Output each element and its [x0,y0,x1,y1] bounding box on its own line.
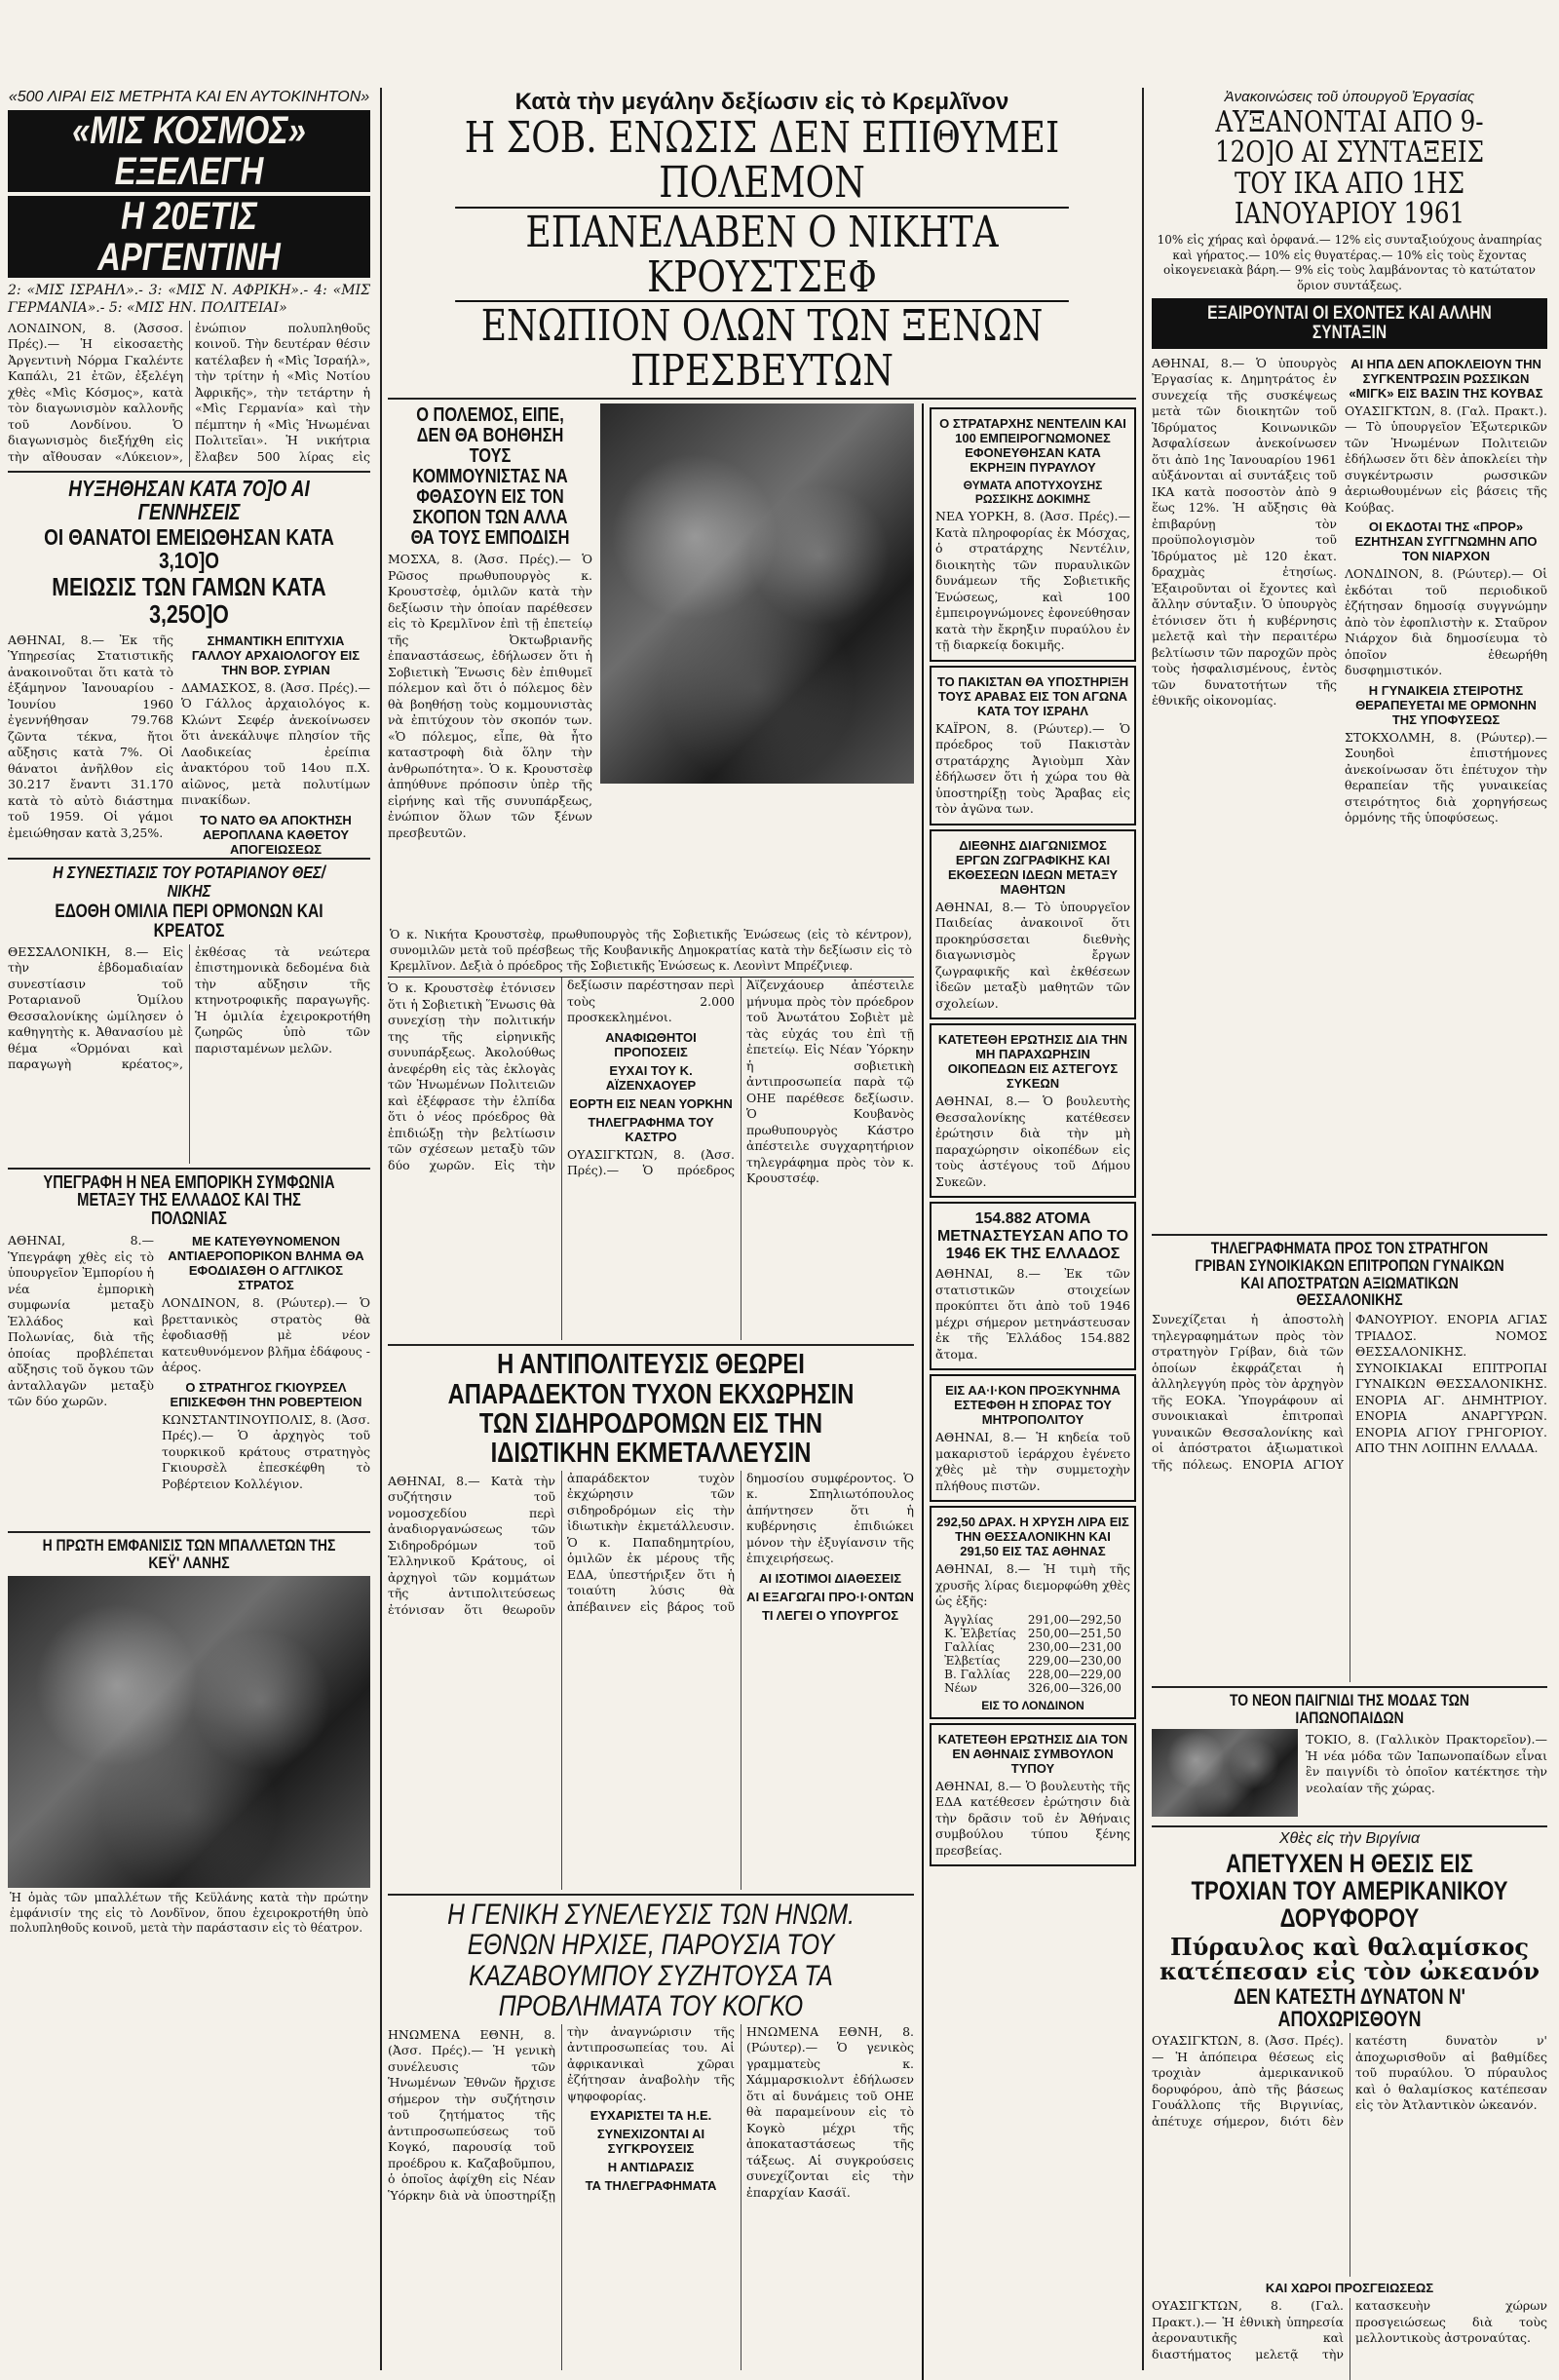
right-box-niarchos-title: ΟΙ ΕΚΔΟΤΑΙ ΤΗΣ «ΠΡΟΡ» ΕΖΗΤΗΣΑΝ ΣΥΓΓΝΩΜΗΝ ΑΠΟ ΤΟΝ ΝΙΑΡΧΟΝ [1354,519,1538,564]
gold-price: 326,00—326,00 [1027,1680,1122,1695]
center-sub-thanks: ΕΥΧΑΡΙΣΤΕΙ ΤΑ Η.Ε. [589,2108,712,2124]
left-box-archaeology-title: ΣΗΜΑΝΤΙΚΗ ΕΠΙΤΥΧΙΑ ΓΑΛΛΟΥ ΑΡΧΑΙΟΛΟΓΟΥ ΕΙΣ ΤΗΝ ΒΟΡ. ΣΥΡΙΑΝ [191,633,361,677]
left-box-nato-title: ΤΟ ΝΑΤΟ ΘΑ ΑΠΟΚΤΗΣΗ ΑΕΡΟΠΛΑΝΑ ΚΑΘΕΤΟΥ ΑΠΟΓΕΙΩΣΕΩΣ [200,812,352,854]
table-row [938,1627,1127,1640]
ballet-photo [8,1576,370,1888]
right-headline-ocean: Πύραυλος καὶ θαλαμίσκος κατέπεσαν εἰς τὸν ὠκεανόν [1159,1932,1540,1986]
right-box-niarchos-text: ΛΟΝΔΙΝΟΝ, 8. (Ρώυτερ).— Οἱ ἐκδόται τοῦ περιοδικοῦ ἐζήτησαν δημοσίᾳ συγγνώμην ἀπὸ τὸν ἐφοπλιστὴν κ. Σταῦρον Νιάρχον διὰ δημοσίευμα τὸ ὁποῖον ἐθεωρήθη δυσφημιστικόν. [1345,566,1547,678]
left-headline-miss-world: «ΜΙΣ ΚΟΣΜΟΣ» ΕΞΕΛΕΓΗ [72,108,306,193]
left-story-statistics: ΑΘΗΝΑΙ, 8.— Ἐκ τῆς Ὑπηρεσίας Στατιστικῆς ἀνακοινοῦται ὅτι κατὰ τὸ ἑξάμηνον Ἰανουαρίου - Ἰουνίου 1960 ἐγεννήθησαν 79.768 ζῶντα τέκνα, ἤτοι αὔξησις κατὰ 7%. Οἱ θάνατοι ἀνῆλθον εἰς 30.217 ἔναντι 31.170 κατὰ τὸ αὐτὸ διάστημα τοῦ 1959. Οἱ γάμοι ἐμειώθησαν κατὰ 3,25%. [8,632,173,840]
center-box-sykies-title: ΚΑΤΕΤΕΘΗ ΕΡΩΤΗΣΙΣ ΔΙΑ ΤΗΝ ΜΗ ΠΑΡΑΧΩΡΗΣΙΝ ΟΙΚΟΠΕΔΩΝ ΕΙΣ ΑΣΤΕΓΟΥΣ ΣΥΚΕΩΝ [937,1032,1128,1092]
right-headline-toy: ΤΟ ΝΕΟΝ ΠΑΙΓΝΙΔΙ ΤΗΣ ΜΟΔΑΣ ΤΩΝ ΙΑΠΩΝΟΠΑΙΔΩΝ [1230,1691,1469,1728]
center-headline-khrushchev: ΕΠΑΝΕΛΑΒΕΝ Ο ΝΙΚΗΤΑ ΚΡΟΥΣΤΣΕΦ [455,211,1069,302]
table-row [938,1640,1127,1654]
table-row [938,1613,1127,1627]
center-column [384,0,1140,2380]
right-story-satellite: ΟΥΑΣΙΓΚΤΩΝ, 8. (Ἀσσ. Πρές).— Ἡ ἀπόπειρα θέσεως εἰς τροχιὰν ἀμερικανικοῦ δορυφόρου, ἀπὸ τῆς βάσεως Γουάλλοπς τῆς Βιργινίας, ἀπέτυχε σήμερον, διότι δὲν κατέστη δυνατὸν ν' ἀποχωρισθοῦν αἱ βαθμίδες τοῦ πυραύλου. Ὁ πύραυλος καὶ ὁ θαλαμίσκος κατέπεσαν εἰς τὸν Ἀτλαντικὸν ὠκεανόν. [1152,2033,1547,2129]
gold-type: Ἐλβετίας [944,1653,1001,1668]
center-story-congo: ΗΝΩΜΕΝΑ ΕΘΝΗ, 8. (Ρώυτερ).— Ὁ γενικὸς γραμματεὺς κ. Χάμμαρσκιολντ ἐδήλωσεν ὅτι αἱ δυνάμεις τοῦ ΟΗΕ θὰ παραμείνουν εἰς τὸ Κογκὸ μέχρι τῆς ἀποκαταστάσεως τῆς τάξεως. Αἱ συγκρούσεις συνεχίζονται εἰς τὴν ἐπαρχίαν Κασάϊ. [746,2023,914,2200]
center-box-metropolitan-title: ΕΙΣ ΑΑ·Ι·ΚΟΝ ΠΡΟΞΚΥΝΗΜΑ ΕΣΤΕΦΘΗ Η ΣΠΟΡΑΣ ΤΟΥ ΜΗΤΡΟΠΟΛΙΤΟΥ [945,1383,1121,1428]
center-box-nedelin-sub: ΘΥΜΑΤΑ ΑΠΟΤΥΧΟΥΣΗΣ ΡΩΣΣΙΚΗΣ ΔΟΚΙΜΗΣ [963,479,1103,507]
right-headline-satellite: ΑΠΕΤΥΧΕΝ Η ΘΕΣΙΣ ΕΙΣ ΤΡΟΧΙΑΝ ΤΟΥ ΑΜΕΡΙΚΑΝΙΚΟΥ ΔΟΡΥΦΟΡΟΥ [1191,1848,1508,1934]
left-box-missile-title: ΜΕ ΚΑΤΕΥΘΥΝΟΜΕΝΟΝ ΑΝΤΙΑΕΡΟΠΟΡΙΚΟΝ ΒΛΗΜΑ ΘΑ ΕΦΟΔΙΑΣΘΗ Ο ΑΓΓΛΙΚΟΣ ΣΤΡΑΤΟΣ [168,1234,364,1293]
left-box-archaeology-text: ΔΑΜΑΣΚΟΣ, 8. (Ἀσσ. Πρές).— Ὁ Γάλλος ἀρχαιολόγος κ. Κλώντ Σεφέρ ἀνεκοίνωσεν ὅτι ἀνεκάλυψε πλησίον τῆς Λαοδικείας ἐρείπια ἀνακτόρου τοῦ 14ου π.Χ. αἰῶνος, μετὰ πολυτίμων πινακίδων. [181,679,370,808]
right-headline-separation: ΔΕΝ ΚΑΤΕΣΤΗ ΔΥΝΑΤΟΝ Ν' ΑΠΟΧΩΡΙΣΘΟΥΝ [1234,1984,1465,2032]
center-box-gold-title: 292,50 ΔΡΑΧ. Η ΧΡΥΣΗ ΛΙΡΑ ΕΙΣ ΤΗΝ ΘΕΣΣΑΛΟΝΙΚΗΝ ΚΑΙ 291,50 ΕΙΣ ΤΑΣ ΑΘΗΝΑΣ [936,1515,1129,1559]
center-sub-castro: ΤΗΛΕΓΡΑΦΗΜΑ ΤΟΥ ΚΑΣΤΡΟ [588,1114,714,1144]
center-sub-exports: ΑΙ ΕΞΑΓΩΓΑΙ ΠΡΟ·Ι·ΟΝΤΩΝ [746,1589,914,1604]
center-story-un: ΗΝΩΜΕΝΑ ΕΘΝΗ, 8. (Ἀσσ. Πρές).— Ἡ γενικὴ συνέλευσις τῶν Ἡνωμένων Ἐθνῶν ἤρχισε σήμερον τὴν συζήτησιν τοῦ ζητήματος τῆς ἀντιπροσωπεύσεως τοῦ Κογκό, παρουσίᾳ τοῦ προέδρου κ. Καζαβοῦμπου, ὁ ὁποῖος ἀφίχθη εἰς Νέαν Ὑόρκην διὰ νὰ ὑποστηρίξῃ τὴν ἀναγνώρισιν τῆς ἀντιπροσωπείας του. Αἱ ἀφρικανικαὶ χῶραι ἐζήτησαν ἀναβολὴν τῆς ψηφοφορίας. [388,2023,735,2203]
left-story-rotary: ΘΕΣΣΑΛΟΝΙΚΗ, 8.— Εἰς τὴν ἑβδομαδιαίαν συνεστίασιν τοῦ Ροταριανοῦ Ὁμίλου Θεσσαλονίκης ὡμίλησεν ὁ καθηγητὴς κ. Ἀθανασίου μὲ θέμα «Ὁρμόναι καὶ παραγωγὴ κρέατος», ἐκθέσας τὰ νεώτερα ἐπιστημονικὰ δεδομένα διὰ τὴν αὔξησιν τῆς κτηνοτροφικῆς παραγωγῆς. Ἡ ὁμιλία ἐχειροκροτήθη ζωηρῶς ὑπὸ τῶν παρισταμένων μελῶν. [8,943,370,1072]
center-box-nedelin-text: ΝΕΑ ΥΟΡΚΗ, 8. (Ἀσσ. Πρές).— Κατὰ πληροφορίας ἐκ Μόσχας, ὁ στρατάρχης Νεντέλιν, διοικητὴς τῶν πυραυλικῶν δυνάμεων τῆς Σοβιετικῆς Ἑνώσεως, καὶ 100 ἐμπειρογνώμονες ἐφονεύθησαν κατὰ τὴν ἔκρηξιν πυραύλου ἐν τῇ διαρκείᾳ δοκιμῆς. [935,509,1130,653]
gold-type: Νέων [944,1680,977,1695]
right-lead-ika: 10% εἰς χήρας καὶ ὀρφανά.— 12% εἰς συνταξιούχους ἀναπηρίας καὶ γήρατος.— 10% εἰς θυγατέρας.— 10% εἰς τοὺς ἔχοντας οἰκογενειακὰ βάρη.— 9% εἰς τοὺς λαμβάνοντας τὸ κατώτατον ὅριον συντάξεως. [1157,232,1542,293]
right-box-mig-title: ΑΙ ΗΠΑ ΔΕΝ ΑΠΟΚΛΕΙΟΥΝ ΤΗΝ ΣΥΓΚΕΝΤΡΩΣΙΝ ΡΩΣΣΙΚΩΝ «ΜΙΓΚ» ΕΙΣ ΒΑΣΙΝ ΤΗΣ ΚΟΥΒΑΣ [1349,356,1543,401]
center-box-pakistan-text: ΚΑΪΡΟΝ, 8. (Ρώυτερ).— Ὁ πρόεδρος τοῦ Πακιστὰν στρατάρχης Ἀγιοὺμπ Χὰν ἐδήλωσεν ὅτι ἡ χώρα του θὰ ὑποστηρίξῃ τοὺς Ἄραβας εἰς τὸν ἀγῶνα των. [935,720,1130,817]
right-box-hormone-text: ΣΤΟΚΧΟΛΜΗ, 8. (Ρώυτερ).— Σουηδοὶ ἐπιστήμονες ἀνεκοίνωσαν ὅτι ἐπέτυχον τὴν θεραπείαν τῆς γυναικείας στειρότητος διὰ χορηγήσεως ὁρμόνης τῆς ὑποφύσεως. [1345,729,1547,825]
left-story-poland: ΑΘΗΝΑΙ, 8.— Ὑπεγράφη χθὲς εἰς τὸ ὑπουργεῖον Ἐμπορίου ἡ νέα ἐμπορικὴ συμφωνία μεταξὺ Ἑλλάδος καὶ Πολωνίας, διὰ τῆς ὁποίας προβλέπεται αὔξησις τοῦ ὄγκου τῶν ἀνταλλαγῶν μεταξὺ τῶν δύο χωρῶν. [8,1233,154,1409]
center-headline-ambassadors: ΕΝΩΠΙΟΝ ΟΛΩΝ ΤΩΝ ΞΕΝΩΝ ΠΡΕΣΒΕΥΤΩΝ [480,300,1044,397]
gold-price: 228,00—229,00 [1027,1667,1122,1681]
left-headline-ballet: Η ΠΡΩΤΗ ΕΜΦΑΝΙΣΙΣ ΤΩΝ ΜΠΑΛΛΕΤΩΝ ΤΗΣ ΚΕΫ' ΛΑΝΗΣ [42,1536,336,1573]
right-headline-ika: ΑΥΞΑΝΟΝΤΑΙ ΑΠΟ 9-12Ο]Ο ΑΙ ΣΥΝΤΑΞΕΙΣ ΤΟΥ ΙΚΑ ΑΠΟ 1ΗΣ ΙΑΝΟΥΑΡΙΟΥ 1961 [1214,104,1485,232]
center-headline-railways: Η ΑΝΤΙΠΟΛΙΤΕΥΣΙΣ ΘΕΩΡΕΙ ΑΠΑΡΑΔΕΚΤΟΝ ΤΥΧΟΝ ΕΚΧΩΡΗΣΙΝ ΤΩΝ ΣΙΔΗΡΟΔΡΟΜΩΝ ΕΙΣ ΤΗΝ ΙΔΙΩΤΙΚΗΝ ΕΚΜΕΤΑΛΛΕΥΣΙΝ [447,1349,855,1470]
left-headline-poland-agreement: ΥΠΕΓΡΑΦΗ Η ΝΕΑ ΕΜΠΟΡΙΚΗ ΣΥΜΦΩΝΙΑ ΜΕΤΑΞΥ ΤΗΣ ΕΛΛΑΔΟΣ ΚΑΙ ΤΗΣ ΠΟΛΩΝΙΑΣ [43,1171,335,1229]
gold-price: 250,00—251,50 [1027,1626,1122,1640]
center-box-nedelin-title: Ο ΣΤΡΑΤΑΡΧΗΣ ΝΕΝΤΕΛΙΝ ΚΑΙ 100 ΕΜΠΕΙΡΟΓΝΩΜΟΝΕΣ ΕΦΟΝΕΥΘΗΣΑΝ ΚΑΤΑ ΕΚΡΗΞΙΝ ΠΥΡΑΥΛΟΥ [939,416,1126,476]
center-box-contest-title: ΔΙΕΘΝΗΣ ΔΙΑΓΩΝΙΣΜΟΣ ΕΡΓΩΝ ΖΩΓΡΑΦΙΚΗΣ ΚΑΙ ΕΚΘΕΣΕΩΝ ΙΔΕΩΝ ΜΕΤΑΞΥ ΜΑΘΗΤΩΝ [947,837,1119,897]
center-story-reception: Ὁ κ. Κρουστσὲφ ἐτόνισεν ὅτι ἡ Σοβιετικὴ Ἕνωσις θὰ συνεχίσῃ τὴν πολιτικήν της τῆς εἰρηνικῆς συνυπάρξεως. Ἀκολούθως ἀνεφέρθη εἰς τὰς ἐκλογὰς τῶν Ἡνωμένων Πολιτειῶν καὶ ἐξέφρασε τὴν ἐλπίδα ὅτι ὁ νέος πρόεδρος θὰ ἐπιδιώξῃ τὴν βελτίωσιν τῶν σχέσεων μεταξὺ τῶν δύο χωρῶν. Εἰς τὴν δεξίωσιν παρέστησαν περὶ τοὺς 2.000 προσκεκλημένοι. [388,978,735,1172]
gold-type: Β. Γαλλίας [944,1667,1010,1681]
left-column [0,0,378,2380]
khrushchev-photo [600,403,914,784]
right-story-toy: ΤΟΚΙΟ, 8. (Γαλλικὸν Πρακτορεῖον).— Ἡ νέα μόδα τῶν Ἰαπωνοπαίδων εἶναι ἓν παιγνίδι τὸ ὁποῖον κατέκτησε τὴν νεολαίαν τῆς χώρας. [1306,1732,1547,1795]
center-sub-eisenhower: ΕΥΧΑΙ ΤΟΥ Κ. ΑΪΖΕΝΧΑΟΥΕΡ [605,1062,697,1093]
right-headline-exempt: ΕΞΑΙΡΟΥΝΤΑΙ ΟΙ ΕΧΟΝΤΕΣ ΚΑΙ ΑΛΛΗΝ ΣΥΝΤΑΞΙΝ [1207,303,1492,343]
right-story-ika: ΑΘΗΝΑΙ, 8.— Ὁ ὑπουργὸς Ἐργασίας κ. Δημητράτος ἐν συνεχείᾳ τῆς συσκέψεως μετὰ τῶν διοικητῶν τοῦ Ἱδρύματος Κοινωνικῶν Ἀσφαλίσεων ἀνεκοίνωσεν ὅτι ἀπὸ 1ης Ἰανουαρίου 1961 αὐξάνονται αἱ συντάξεις τοῦ ΙΚΑ κατὰ ποσοστὸν ἀπὸ 9 ἕως 12%. Ἡ αὔξησις θὰ ἐπιβαρύνῃ τὸν προϋπολογισμὸν τοῦ Ἱδρύματος μὲ 120 ἑκατ. δραχμὰς ἐτησίως. Ἐξαιροῦνται οἱ ἔχοντες καὶ ἄλλην σύνταξιν. Ὁ ὑπουργὸς ἐτόνισεν ὅτι ἡ κυβέρνησις μελετᾷ καὶ τὴν περαιτέρω βελτίωσιν τῶν παροχῶν πρὸς τοὺς ἠσφαλισμένους, ἐντὸς τῶν δυνατοτήτων τῆς ἐθνικῆς οἰκονομίας. [1152,355,1337,709]
center-box-contest-text: ΑΘΗΝΑΙ, 8.— Τὸ ὑπουργεῖον Παιδείας ἀνακοινοῖ ὅτι προκηρύσσεται διεθνὴς διαγωνισμὸς ἔργων ζωγραφικῆς καὶ ἐκθέσεων ἰδεῶν μεταξὺ μαθητῶν τῶν σχολείων. [935,899,1130,1011]
right-story-landing: ΟΥΑΣΙΓΚΤΩΝ, 8. (Γαλ. Πρακτ.).— Ἡ ἐθνικὴ ὑπηρεσία ἀεροναυτικῆς καὶ διαστήματος μελετᾷ τὴν κατασκευὴν χώρων προσγειώσεως διὰ τοὺς μελλοντικοὺς ἀστροναύτας. [1152,2298,1547,2361]
center-sub-telegrams: ΤΑ ΤΗΛΕΓΡΑΦΗΜΑΤΑ [585,2178,717,2194]
center-sub-minister: ΤΙ ΛΕΓΕΙ Ο ΥΠΟΥΡΓΟΣ [761,1607,899,1623]
right-box-hormone-title: Η ΓΥΝΑΙΚΕΙΑ ΣΤΕΙΡΟΤΗΣ ΘΕΡΑΠΕΥΕΤΑΙ ΜΕ ΟΡΜΟΝΗΝ ΤΗΣ ΥΠΟΦΥΣΕΩΣ [1355,682,1537,727]
left-story-miss-world: ΛΟΝΔΙΝΟΝ, 8. (Ἀσσοσ. Πρές).— Ἡ εἰκοσαετὴς Ἀργεντινὴ Νόρμα Γκαλέντε Καπάλι, 21 ἐτῶν, ἐξελέγη χθὲς «Μὶς Κόσμος», κατὰ τὸν διαγωνισμὸν καλλονῆς τοῦ Λονδίνου. Ὁ διαγωνισμὸς διεξήχθη εἰς τὴν αἴθουσαν «Λύκειον», ἐνώπιον πολυπληθοῦς κοινοῦ. Τὴν δευτέραν θέσιν κατέλαβεν ἡ «Μὶς Ἰσραήλ», τὴν τρίτην ἡ «Μὶς Νοτίου Ἀφρικῆς», τὴν τετάρτην ἡ «Μὶς Γερμανία» καὶ τὴν πέμπτην ἡ «Μὶς Ἡνωμέναι Πολιτεῖαι». Ἡ νικήτρια ἔλαβεν 500 λίρας εἰς [8,320,370,464]
left-headline-marriages: ΜΕΙΩΣΙΣ ΤΩΝ ΓΑΜΩΝ ΚΑΤΑ 3,25Ο]Ο [52,572,326,629]
left-headline-rotary: Η ΣΥΝΕΣΤΙΑΣΙΣ ΤΟΥ ΡΟΤΑΡΙΑΝΟΥ ΘΕΣ/ΝΙΚΗΣ [53,862,325,901]
center-box-gold-text: ΑΘΗΝΑΙ, 8.— Ἡ τιμὴ τῆς χρυσῆς λίρας διεμορφώθη χθὲς ὡς ἑξῆς: [935,1561,1130,1609]
center-box-emigration-title: 154.882 ΑΤΟΜΑ ΜΕΤΝΑΣΤΕΥΣΑΝ ΑΠΟ ΤΟ 1946 ΕΚ ΤΗΣ ΕΛΛΑΔΟΣ [936,1210,1129,1263]
left-headline-hormones: ΕΔΟΘΗ ΟΜΙΛΙΑ ΠΕΡΙ ΟΡΜΟΝΩΝ ΚΑΙ ΚΡΕΑΤΟΣ [55,901,323,941]
gold-type: Κ. Ἐλβετίας [944,1626,1016,1640]
gold-type: Ἀγγλίας [944,1612,994,1627]
gold-price-table [938,1613,1127,1695]
center-box-emigration-text: ΑΘΗΝΑΙ, 8.— Ἐκ τῶν στατιστικῶν στοιχείων προκύπτει ὅτι ἀπὸ τοῦ 1946 μέχρι σήμερον μετηνάστευσαν ἐκ τῆς Ἑλλάδος 154.882 ἄτομα. [935,1266,1130,1362]
center-top-kicker: Κατὰ τὴν μεγάλην δεξίωσιν εἰς τὸ Κρεμλῖνον [514,89,1009,115]
table-row [938,1654,1127,1668]
center-headline-no-war: Η ΣΟΒ. ΕΝΩΣΙΣ ΔΕΝ ΕΠΙΘΥΜΕΙ ΠΟΛΕΜΟΝ [455,116,1069,208]
center-story-telegrams: ΟΥΑΣΙΓΚΤΩΝ, 8. (Ἀσσ. Πρές).— Ὁ πρόεδρος Ἀϊζενχάουερ ἀπέστειλε μήνυμα πρὸς τὸν πρόεδρον τοῦ Ἀνωτάτου Σοβιὲτ μὲ τὰς εὐχάς του ἐπὶ τῇ ἐπετείῳ. Εἰς Νέαν Ὑόρκην ἡ σοβιετικὴ ἀντιπροσωπεία παρὰ τῷ ΟΗΕ παρέθεσε δεξίωσιν. Ὁ Κουβανὸς πρωθυπουργὸς Κάστρο ἀπέστειλε συγχαρητήριον τηλεγράφημα πρὸς τὸν κ. Κρουστσέφ. [567,978,914,1186]
gold-price: 229,00—230,00 [1027,1653,1122,1668]
left-box-missile-text: ΛΟΝΔΙΝΟΝ, 8. (Ρώυτερ).— Ὁ βρεττανικὸς στρατὸς θὰ ἐφοδιασθῇ μὲ νέον κατευθυνόμενον βλῆμα ἐδάφους - ἀέρος. [162,1295,370,1375]
left-kicker: «500 ΛΙΡΑΙ ΕΙΣ ΜΕΤΡΗΤΑ ΚΑΙ ΕΝ ΑΥΤΟΚΙΝΗΤΟΝ» [8,89,370,105]
left-box-gursel-title: Ο ΣΤΡΑΤΗΓΟΣ ΓΚΙΟΥΡΣΕΛ ΕΠΙΣΚΕΦΘΗ ΤΗΝ ΡΟΒΕΡΤΕΙΟΝ [170,1379,362,1409]
center-sub-reaction: Η ΑΝΤΙΔΡΑΣΙΣ [607,2160,695,2175]
center-box-metropolitan-text: ΑΘΗΝΑΙ, 8.— Ἡ κηδεία τοῦ μακαριστοῦ ἱεράρχου ἐγένετο χθὲς μὲ τὴν συμμετοχὴν πλήθους πιστῶν. [935,1430,1130,1493]
right-kicker-virginia: Χθὲς εἰς τὴν Βιργίνια [1278,1830,1421,1847]
center-headline-un: Η ΓΕΝΙΚΗ ΣΥΝΕΛΕΥΣΙΣ ΤΩΝ ΗΝΩΜ. ΕΘΝΩΝ ΗΡΧΙΣΕ, ΠΑΡΟΥΣΙΑ ΤΟΥ ΚΑΖΑΒΟΥΜΠΟΥ ΣΥΖΗΤΟΥΣΑ ΤΑ ΠΡΟΒΛΗΜΑΤΑ ΤΟΥ ΚΟΓΚΟ [447,1898,855,2023]
table-row [938,1668,1127,1681]
center-story-railways: ΑΘΗΝΑΙ, 8.— Κατὰ τὴν συζήτησιν τοῦ νομοσχεδίου περὶ ἀναδιοργανώσεως τῶν Σιδηροδρόμων τοῦ Ἑλληνικοῦ Κράτους, οἱ ἀρχηγοὶ τῶν κομμάτων τῆς ἀντιπολιτεύσεως ἐτόνισαν ὅτι θεωροῦν ἀπαράδεκτον τυχὸν ἐκχώρησιν τῶν σιδηροδρόμων εἰς τὴν ἰδιωτικὴν ἐκμετάλλευσιν. Ὁ κ. Παπαδημητρίου, ὁμιλῶν ἐκ μέρους τῆς ΕΔΑ, ὑπεστήριξεν ὅτι ἡ τοιαύτη λύσις θὰ ἀπέβαινεν εἰς βάρος τοῦ δημοσίου συμφέροντος. Ὁ κ. Σπηλιωτόπουλος ἀπήντησεν ὅτι ἡ κυβέρνησις ἐπιδιώκει μόνον τὴν ἐξυγίανσιν τῆς ἐπιχειρήσεως. [388,1470,914,1617]
center-sub-clashes: ΣΥΝΕΧΙΖΟΝΤΑΙ ΑΙ ΣΥΓΚΡΟΥΣΕΙΣ [596,2127,705,2157]
ballet-photo-caption: Ἡ ὁμὰς τῶν μπαλλέτων τῆς Κεϋλάνης κατὰ τὴν πρώτην ἐμφάνισίν της εἰς τὸ Λονδῖνον, ὅπου ἐχειροκροτήθη ὑπὸ πολυπληθοῦς κοινοῦ, μετὰ τὴν παράστασιν εἰς τὸ θέατρον. [10,1890,368,1936]
gold-price: 291,00—292,50 [1027,1612,1122,1627]
left-headline-births: ΗΥΞΗΘΗΣΑΝ ΚΑΤΑ 7Ο]Ο ΑΙ ΓΕΝΝΗΣΕΙΣ [68,475,310,524]
table-row [938,1681,1127,1695]
center-box-sykies-text: ΑΘΗΝΑΙ, 8.— Ὁ βουλευτὴς Θεσσαλονίκης κατέθεσεν ἐρώτησιν διὰ τὴν μὴ παραχώρησιν οἰκοπέδων εἰς τοὺς ἀστέγους τοῦ Δήμου Συκεῶν. [935,1094,1130,1189]
center-box-press-title: ΚΑΤΕΤΕΘΗ ΕΡΩΤΗΣΙΣ ΔΙΑ ΤΟΝ ΕΝ ΑΘΗΝΑΙΣ ΣΥΜΒΟΥΛΟΝ ΤΥΠΟΥ [937,1731,1128,1776]
left-headline-argentina: Η 20ΕΤΙΣ ΑΡΓΕΝΤΙΝΗ [97,194,281,279]
left-box-gursel-text: ΚΩΝΣΤΑΝΤΙΝΟΥΠΟΛΙΣ, 8. (Ἀσσ. Πρές).— Ὁ ἀρχηγὸς τοῦ τουρκικοῦ κράτους στρατηγὸς Γκιουρσὲλ ἐπεσκέφθη τὸ Ροβέρτειον Κολλέγιον. [162,1411,370,1491]
center-box-gold-london: ΕΙΣ ΤΟ ΛΟΝΔΙΝΟΝ [981,1698,1084,1712]
center-sub-toasts: ΑΝΑΦΙΩΘΗΤΟΙ ΠΡΟΠΟΣΕΙΣ [605,1029,697,1059]
gold-type: Γαλλίας [944,1639,995,1654]
left-subline: 2: «ΜΙΣ ΙΣΡΑΗΛ».- 3: «ΜΙΣ Ν. ΑΦΡΙΚΗ».- 4: «ΜΙΣ ΓΕΡΜΑΝΙΑ».- 5: «ΜΙΣ ΗΝ. ΠΟΛΙΤΕΙΑΙ» [8,282,370,317]
right-story-grivas: Συνεχίζεται ἡ ἀποστολὴ τηλεγραφημάτων πρὸς τὸν στρατηγὸν Γρίβαν, διὰ τῶν ὁποίων ἐκφράζεται ἡ ἀλληλεγγύη πρὸς τὸν ἀρχηγὸν τῆς ΕΟΚΑ. Ὑπογράφουν αἱ συνοικιακαὶ ἐπιτροπαὶ γυναικῶν Θεσσαλονίκης καὶ οἱ ἀπόστρατοι ἀξιωματικοὶ τῆς πόλεως. ΕΝΟΡΙΑ ΑΓΙΟΥ ΦΑΝΟΥΡΙΟΥ. ΕΝΟΡΙΑ ΑΓΙΑΣ ΤΡΙΑΔΟΣ. ΝΟΜΟΣ ΘΕΣΣΑΛΟΝΙΚΗΣ. ΣΥΝΟΙΚΙΑΚΑΙ ΕΠΙΤΡΟΠΑΙ ΓΥΝΑΙΚΩΝ ΘΕΣΣΑΛΟΝΙΚΗΣ. ΕΝΟΡΙΑ ΑΓ. ΔΗΜΗΤΡΙΟΥ. ΕΝΟΡΙΑ ΑΝΑΡΓΥΡΩΝ. ΕΝΟΡΙΑ ΑΓΙΟΥ ΓΡΗΓΟΡΙΟΥ. ΑΠΟ ΤΗΝ ΛΟΙΠΗΝ ΕΛΛΑΔΑ. [1152,1312,1547,1472]
right-headline-grivas: ΤΗΛΕΓΡΑΦΗΜΑΤΑ ΠΡΟΣ ΤΟΝ ΣΤΡΑΤΗΓΟΝ ΓΡΙΒΑΝ ΣΥΝΟΙΚΙΑΚΩΝ ΕΠΙΤΡΟΠΩΝ ΓΥΝΑΙΚΩΝ ΚΑΙ ΑΠΟΣΤΡΑΤΩΝ ΑΞΙΩΜΑΤΙΚΩΝ ΘΕΣΣΑΛΟΝΙΚΗΣ [1195,1238,1504,1310]
center-box-press-text: ΑΘΗΝΑΙ, 8.— Ὁ βουλευτὴς τῆς ΕΔΑ κατέθεσεν ἐρώτησιν διὰ τὴν δρᾶσιν τοῦ ἐν Ἀθήναις συμβούλου τύπου ξένης πρεσβείας. [935,1778,1130,1858]
right-box-mig-text: ΟΥΑΣΙΓΚΤΩΝ, 8. (Γαλ. Πρακτ.).— Τὸ ὑπουργεῖον Ἐξωτερικῶν τῶν Ἡνωμένων Πολιτειῶν ἐδήλωσεν ὅτι δὲν ἀποκλείει τὴν συγκέντρωσιν ρωσσικῶν ἀεριωθουμένων εἰς βάσεις τῆς Κούβας. [1345,403,1547,515]
center-sub-isotimoi: ΑΙ ΙΣΟΤΙΜΟΙ ΔΙΑΘΕΣΕΙΣ [758,1570,902,1586]
left-headline-deaths: ΟΙ ΘΑΝΑΤΟΙ ΕΜΕΙΩΘΗΣΑΝ ΚΑΤΑ 3,1Ο]Ο [44,524,334,574]
center-story-khrushchev: ΜΟΣΧΑ, 8. (Ἀσσ. Πρές).— Ὁ Ρῶσος πρωθυπουργὸς κ. Κρουστσὲφ, ὁμιλῶν κατὰ τὴν δεξίωσιν τὴν ὁποίαν παρέθεσεν εἰς τὸ Κρεμλῖνον ἐπὶ τῇ ἐπετείῳ τῆς Ὀκτωβριανῆς ἐπαναστάσεως, ἐδήλωσεν ὅτι ἡ Σοβιετικὴ Ἕνωσις δὲν ἐπιθυμεῖ πόλεμον καὶ ὅτι ὁ πόλεμος δὲν θὰ βοηθήσῃ τοὺς κομμουνιστὰς νὰ ἐπιτύχουν τὸν σκοπόν των. «Ὁ πόλεμος, εἶπε, θὰ ἦτο καταστροφὴ διὰ ὅλην τὴν ἀνθρωπότητα». Ὁ κ. Κρουστσὲφ ἀπηύθυνε πρόποσιν ὑπὲρ τῆς εἰρήνης καὶ τῆς συνυπάρξεως, ἐνώπιον ὅλων τῶν ξένων πρεσβευτῶν. [388,552,592,840]
center-sub-new-york: ΕΟΡΤΗ ΕΙΣ ΝΕΑΝ ΥΟΡΚΗΝ [569,1095,733,1111]
gold-price: 230,00—231,00 [1027,1639,1122,1654]
center-box-pakistan-title: ΤΟ ΠΑΚΙΣΤΑΝ ΘΑ ΥΠΟΣΤΗΡΙΞΗ ΤΟΥΣ ΑΡΑΒΑΣ ΕΙΣ ΤΟΝ ΑΓΩΝΑ ΚΑΤΑ ΤΟΥ ΙΣΡΑΗΛ [936,673,1129,718]
center-subheadline-war: Ο ΠΟΛΕΜΟΣ, ΕΙΠΕ, ΔΕΝ ΘΑ ΒΟΗΘΗΣΗ ΤΟΥΣ ΚΟΜΜΟΥΝΙΣΤΑΣ ΝΑ ΦΘΑΣΟΥΝ ΕΙΣ ΤΟΝ ΣΚΟΠΟΝ ΤΩΝ ΑΛΛΑ ΘΑ ΤΟΥΣ ΕΜΠΟΔΙΣΗ [410,404,570,550]
right-column [1146,0,1553,2380]
right-kicker: Ἀνακοινώσεις τοῦ ὑπουργοῦ Ἐργασίας [1224,89,1475,105]
right-sub-landing: ΚΑΙ ΧΩΡΟΙ ΠΡΟΣΓΕΙΩΣΕΩΣ [1265,2281,1434,2296]
toy-photo [1152,1729,1298,1817]
khrushchev-photo-caption: Ὁ κ. Νικήτα Κρουστσὲφ, πρωθυπουργὸς τῆς Σοβιετικῆς Ἑνώσεως (εἰς τὸ κέντρον), συνομιλῶν μετὰ τοῦ πρέσβεως τῆς Κουβανικῆς Δημοκρατίας κατὰ τὴν δεξίωσιν εἰς τὸ Κρεμλῖνον. Δεξιὰ ὁ πρόεδρος τῆς Σοβιετικῆς Ἑνώσεως κ. Λεονὶντ Μπρέζνιεφ. [388,925,914,978]
